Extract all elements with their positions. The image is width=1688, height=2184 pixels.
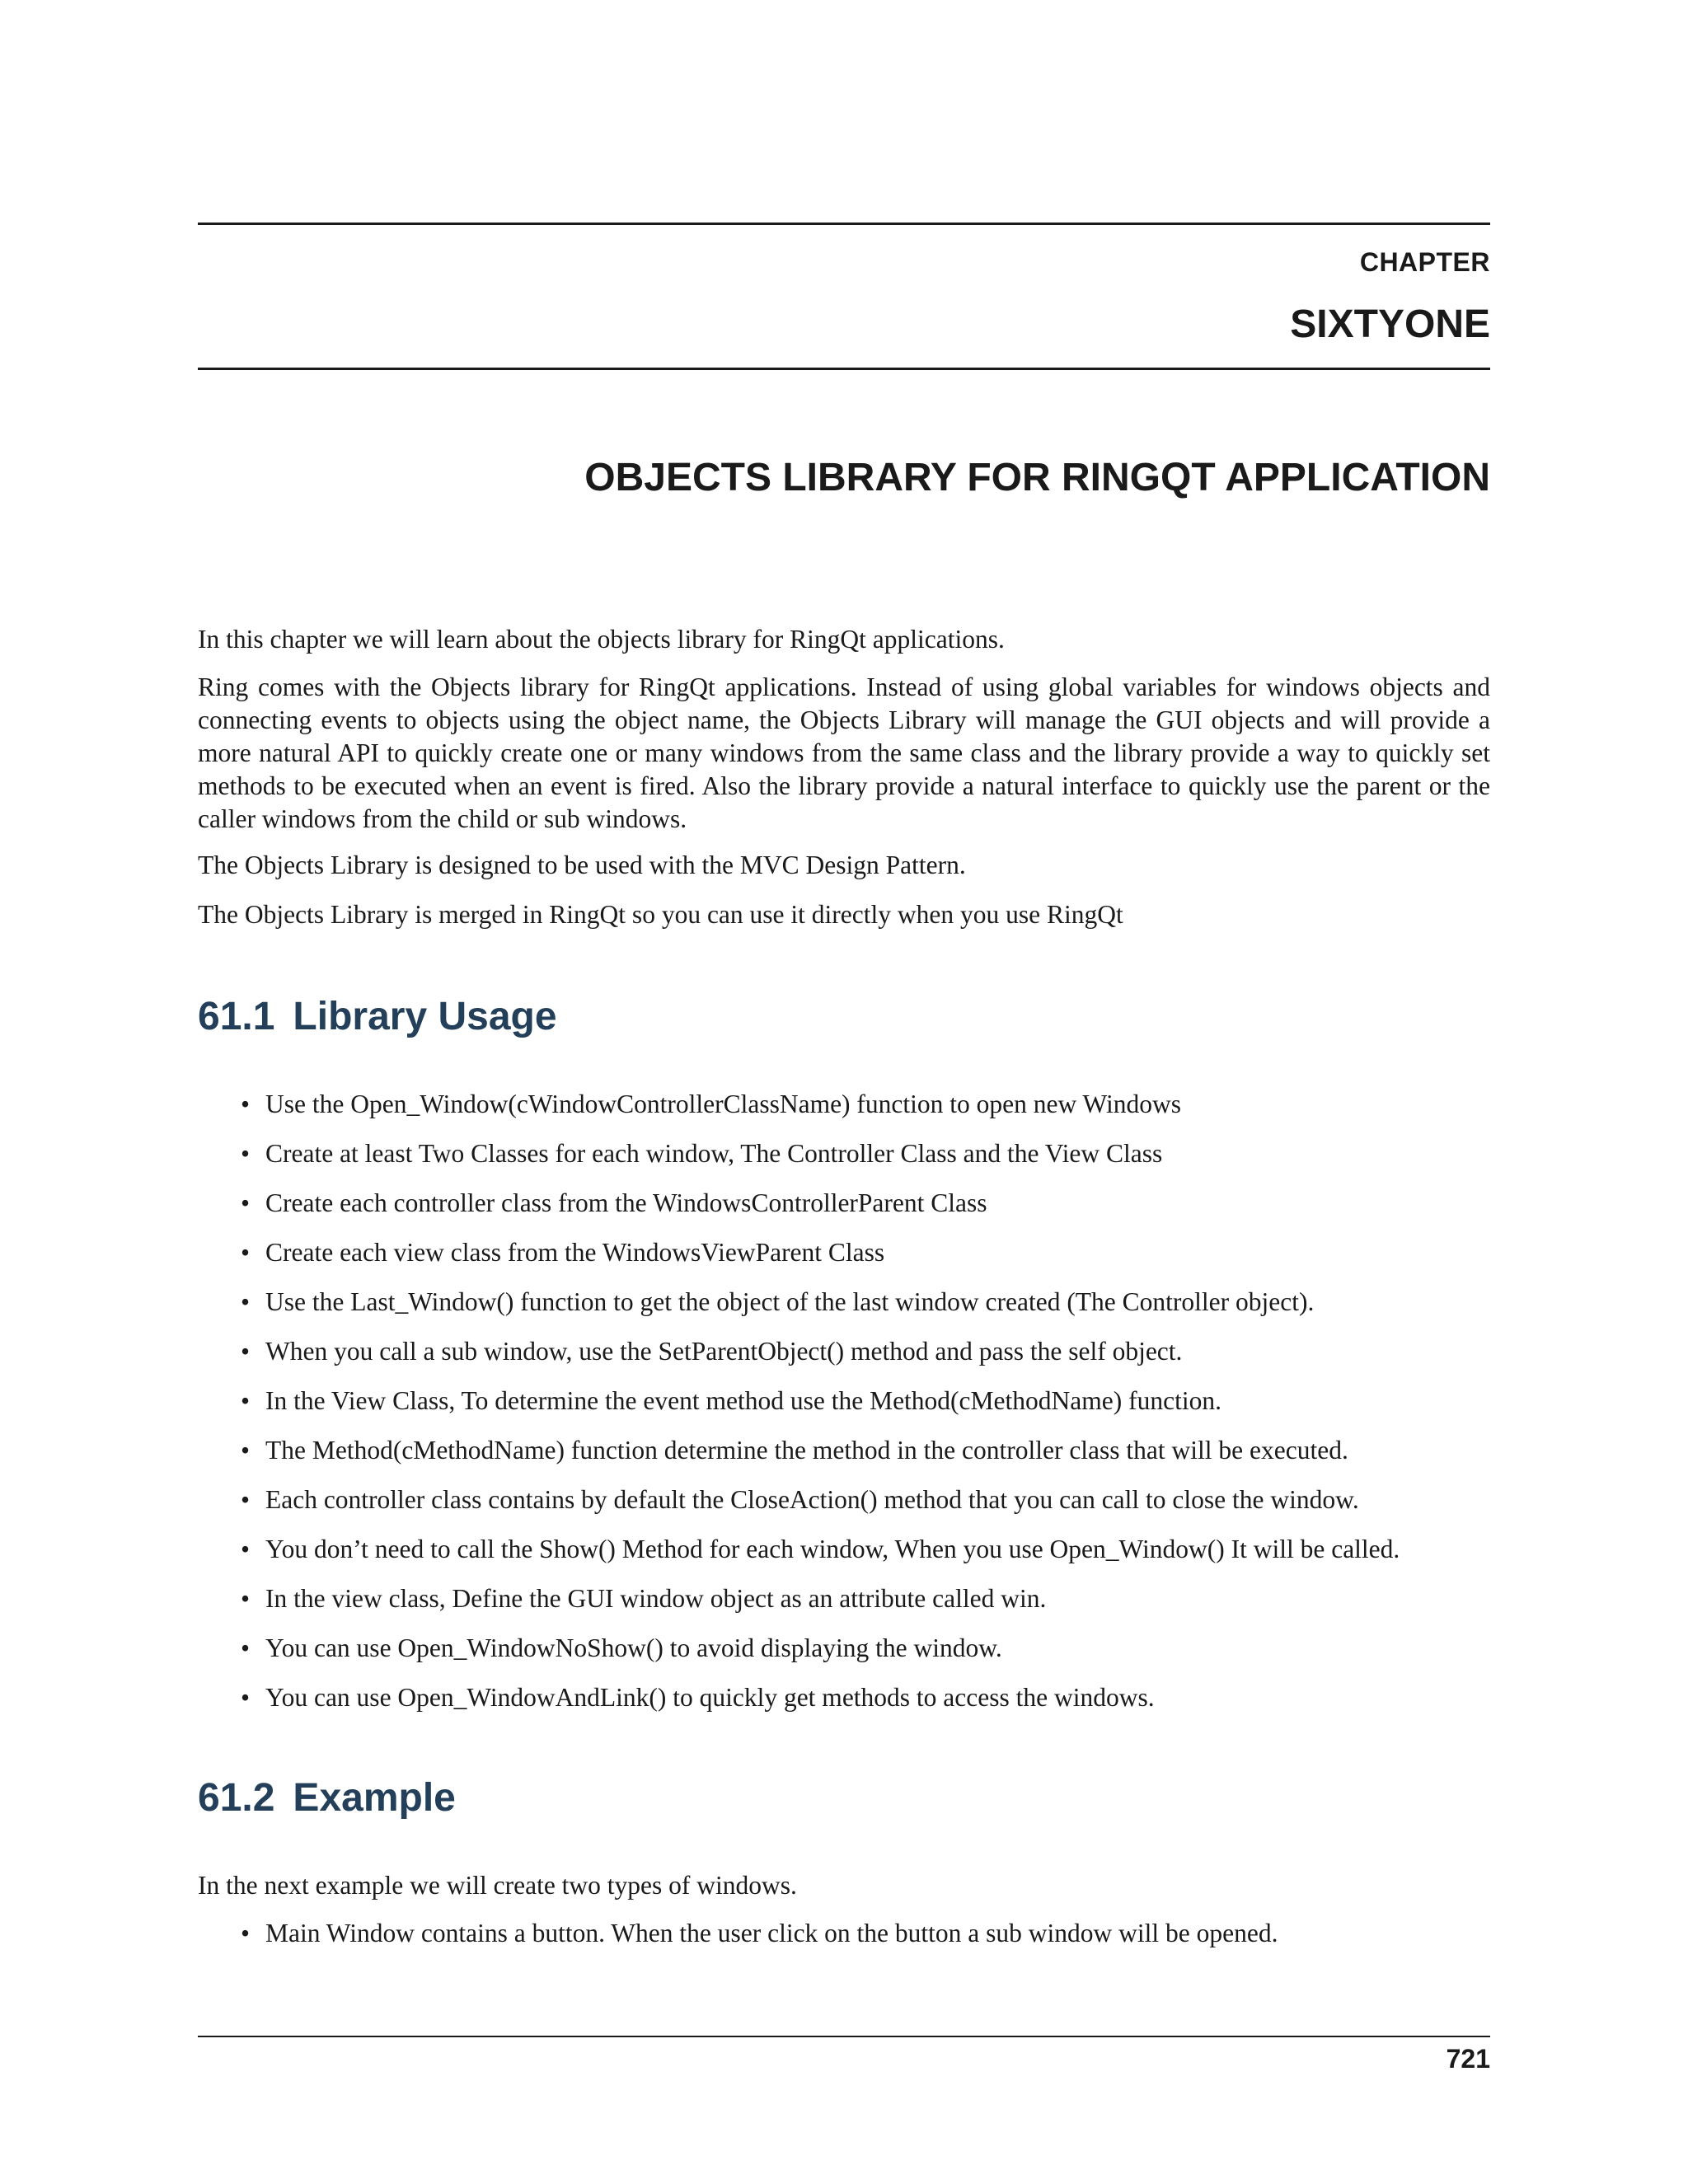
list-item: • Use the Last_Window() function to get the object of the last window created (The Controller object). [198, 1286, 1490, 1335]
bullet-icon: • [241, 1386, 251, 1415]
bullet-icon: • [241, 1683, 251, 1712]
footer-rule [198, 2036, 1490, 2037]
bullet-icon: • [241, 1337, 251, 1366]
example-intro-paragraph: In the next example we will create two types of windows. [198, 1871, 797, 1900]
chapter-number: SIXTYONE [1290, 302, 1490, 346]
intro-paragraph-3: The Objects Library is designed to be used with the MVC Design Pattern. [198, 851, 966, 879]
list-item: • In the View Class, To determine the event method use the Method(cMethodName) function. [198, 1385, 1490, 1434]
intro-paragraph-4: The Objects Library is merged in RingQt so you can use it directly when you use RingQt [198, 900, 1123, 929]
page-number: 721 [1446, 2044, 1490, 2074]
bullet-icon: • [241, 1436, 251, 1465]
bullet-icon: • [241, 1188, 251, 1217]
list-item: • Create each controller class from the WindowsControllerParent Class [198, 1187, 1490, 1236]
chapter-label: CHAPTER [1359, 247, 1490, 277]
bullet-icon: • [241, 1139, 251, 1168]
bullet-icon: • [241, 1584, 251, 1613]
example-list [198, 1917, 1490, 1966]
bullet-icon: • [241, 1238, 251, 1267]
bullet-icon: • [241, 1090, 251, 1118]
intro-paragraph-2: Ring comes with the Objects library for RingQt applications. Instead of using global variables for windows objects and connecting events to objects using the object name, the Objects Library will manage the GUI objects and will provide a more natural API to quickly create one or many windows from the same class and the library provide a way to quickly set methods to be executed when an event is fired. Also the library provide a natural interface to quickly use the parent or the caller windows from the child or sub windows. [198, 673, 1490, 833]
list-item: • You can use Open_WindowAndLink() to quickly get methods to access the windows. [198, 1681, 1490, 1731]
list-item: • The Method(cMethodName) function determine the method in the controller class that will be executed. [198, 1434, 1490, 1483]
section-title: Library Usage [293, 995, 557, 1038]
list-item: • Create each view class from the WindowsViewParent Class [198, 1236, 1490, 1286]
list-item: • You can use Open_WindowNoShow() to avoid displaying the window. [198, 1632, 1490, 1681]
list-item: • Use the Open_Window(cWindowControllerClassName) function to open new Windows [198, 1088, 1490, 1137]
list-item: • Main Window contains a button. When the user click on the button a sub window will be opened. [198, 1917, 1490, 1966]
section-heading-example [198, 1775, 456, 1821]
list-item: • In the view class, Define the GUI window object as an attribute called win. [198, 1582, 1490, 1632]
list-item: • You don’t need to call the Show() Method for each window, When you use Open_Window() It will be called. [198, 1533, 1490, 1582]
bullet-icon: • [241, 1535, 251, 1563]
document-page [198, 0, 1490, 2184]
section-heading-library-usage [198, 994, 557, 1039]
list-item: • Each controller class contains by default the CloseAction() method that you can call to close the window. [198, 1483, 1490, 1533]
library-usage-list [198, 1088, 1490, 1731]
bullet-icon: • [241, 1485, 251, 1514]
bullet-icon: • [241, 1919, 251, 1947]
section-number: 61.2 [198, 1776, 275, 1820]
list-item: • Create at least Two Classes for each window, The Controller Class and the View Class [198, 1137, 1490, 1187]
bullet-icon: • [241, 1633, 251, 1662]
section-title: Example [293, 1776, 456, 1820]
section-number: 61.1 [198, 995, 275, 1038]
chapter-top-rule [198, 223, 1490, 225]
chapter-bottom-rule [198, 368, 1490, 370]
chapter-title: OBJECTS LIBRARY FOR RINGQT APPLICATION [584, 456, 1490, 499]
bullet-icon: • [241, 1287, 251, 1316]
intro-paragraph-1: In this chapter we will learn about the objects library for RingQt applications. [198, 625, 1005, 654]
list-item: • When you call a sub window, use the SetParentObject() method and pass the self object. [198, 1335, 1490, 1385]
